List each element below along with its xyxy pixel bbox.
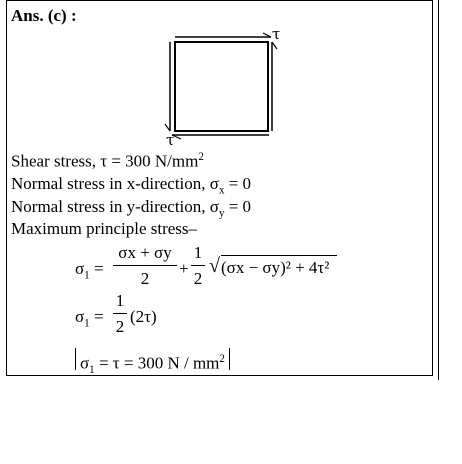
page-rule (438, 0, 439, 380)
element-square (175, 42, 268, 131)
normal-x-line: Normal stress in x-direction, $\sigma_x = 0$ (11, 174, 252, 197)
tau-label-bottom: τ (166, 131, 175, 149)
max-principal-line: Maximum principle stress– (11, 219, 198, 238)
tau-label-top: τ (272, 25, 281, 43)
shear-stress-line: Shear stress, τ = 300 $N/mm^2$ (11, 151, 204, 171)
normal-y-line: Normal stress in y-direction, $\sigma_y = 0$ (11, 197, 252, 220)
equation-3: $\sigma_1 = \tau = 300$ N / $mm^2$ (75, 348, 230, 370)
answer-box: Ans. (c) : τ τ Shear stress, τ = 300 $N/mm^2$ Normal stress in x-direction, $\sigma_x = 0$ Normal stress in y-direction, $\sigma_y = 0$ Maximum principle stress– $\sigma_1$ = σx + σy 2 + 1 2 √ (σx − σy)² + 4τ² $\sigma_1$ = 1 2 (2τ) $\sigma_1 = \tau = 300$ N / $mm^2$ (6, 0, 433, 376)
answer-heading: Ans. (c) : (11, 6, 77, 25)
